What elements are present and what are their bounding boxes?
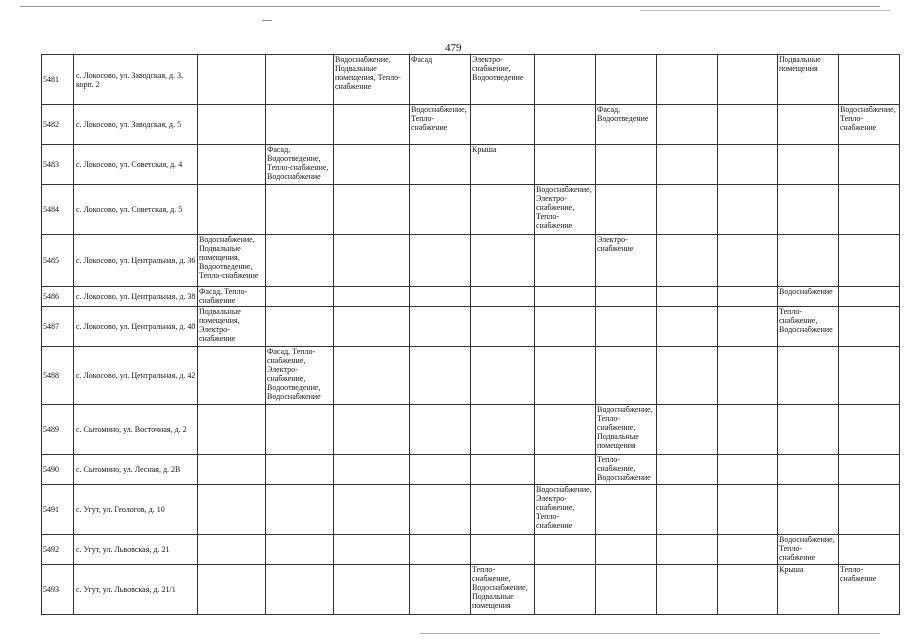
work-type-cell xyxy=(535,235,596,287)
row-number: 5490 xyxy=(42,455,74,485)
work-type-cell xyxy=(266,235,334,287)
work-type-cell xyxy=(198,185,266,235)
work-type-cell xyxy=(839,287,900,307)
work-type-cell xyxy=(839,455,900,485)
work-type-cell: Водоснабжение, Электро-снабжение, Тепло-снабжение xyxy=(535,185,596,235)
work-type-cell xyxy=(198,405,266,455)
row-number: 5483 xyxy=(42,145,74,185)
table-row xyxy=(42,405,900,455)
work-type-cell xyxy=(410,287,471,307)
address-cell: с. Локосово, ул. Центральная, д. 38 xyxy=(74,287,198,307)
work-type-cell xyxy=(334,307,410,347)
bottom-rule xyxy=(420,633,880,634)
work-type-cell xyxy=(657,185,718,235)
address-cell: с. Угут, ул. Львовская, д. 21/1 xyxy=(74,565,198,615)
work-type-cell xyxy=(334,235,410,287)
work-type-cell xyxy=(334,185,410,235)
work-type-cell xyxy=(471,287,535,307)
work-type-cell: Подвальные помещения xyxy=(778,55,839,105)
work-type-cell xyxy=(266,55,334,105)
work-type-cell xyxy=(778,405,839,455)
work-type-cell xyxy=(839,405,900,455)
work-type-cell xyxy=(334,145,410,185)
work-type-cell xyxy=(334,405,410,455)
work-type-cell: Крыша xyxy=(471,145,535,185)
table-row xyxy=(42,105,900,145)
work-type-cell xyxy=(471,185,535,235)
work-type-cell xyxy=(334,485,410,535)
work-type-cell xyxy=(718,185,778,235)
table-row xyxy=(42,287,900,307)
address-cell: с. Локосово, ул. Заводская, д. 3, корп. 2 xyxy=(74,55,198,105)
repair-schedule-table xyxy=(41,54,900,615)
page-number: 479 xyxy=(445,42,462,54)
work-type-cell xyxy=(535,55,596,105)
work-type-cell xyxy=(718,455,778,485)
work-type-cell xyxy=(471,235,535,287)
work-type-cell xyxy=(596,347,657,405)
address-cell: с. Локосово, ул. Центральная, д. 40 xyxy=(74,307,198,347)
work-type-cell xyxy=(778,235,839,287)
work-type-cell xyxy=(718,145,778,185)
address-cell: с. Сытомино, ул. Лесная, д. 2В xyxy=(74,455,198,485)
work-type-cell xyxy=(410,535,471,565)
work-type-cell xyxy=(334,565,410,615)
work-type-cell xyxy=(471,535,535,565)
address-cell: с. Локосово, ул. Центральная, д. 36 xyxy=(74,235,198,287)
work-type-cell xyxy=(198,145,266,185)
work-type-cell xyxy=(657,55,718,105)
table-body xyxy=(42,55,900,615)
work-type-cell: Водоснабжение, Тепло-снабжение xyxy=(778,535,839,565)
work-type-cell: Электро-снабжение xyxy=(596,235,657,287)
work-type-cell xyxy=(718,347,778,405)
work-type-cell: Водоснабжение, Подвальные помещения, Тепло-снабжение xyxy=(334,55,410,105)
address-cell: с. Локосово, ул. Советская, д. 4 xyxy=(74,145,198,185)
work-type-cell xyxy=(266,307,334,347)
table-row xyxy=(42,565,900,615)
work-type-cell xyxy=(657,105,718,145)
work-type-cell xyxy=(410,565,471,615)
work-type-cell: Водоснабжение xyxy=(778,287,839,307)
work-type-cell xyxy=(266,485,334,535)
work-type-cell xyxy=(596,287,657,307)
work-type-cell: Водоснабжение, Подвальные помещения, Водоотведение, Тепло-снабжение xyxy=(198,235,266,287)
work-type-cell xyxy=(839,485,900,535)
work-type-cell xyxy=(334,535,410,565)
work-type-cell xyxy=(535,405,596,455)
work-type-cell xyxy=(657,485,718,535)
work-type-cell xyxy=(198,455,266,485)
table-row xyxy=(42,485,900,535)
work-type-cell xyxy=(839,185,900,235)
work-type-cell xyxy=(471,347,535,405)
work-type-cell xyxy=(718,565,778,615)
work-type-cell: Тепло-снабжение, Водоснабжение xyxy=(778,307,839,347)
work-type-cell: Фасад, Водоотведение xyxy=(596,105,657,145)
work-type-cell xyxy=(471,405,535,455)
work-type-cell xyxy=(718,535,778,565)
work-type-cell: Подвальные помещения, Электро-снабжение xyxy=(198,307,266,347)
work-type-cell xyxy=(535,307,596,347)
work-type-cell: Фасад, Тепло-снабжение, Электро-снабжение, Водоотведение, Водоснабжение xyxy=(266,347,334,405)
work-type-cell xyxy=(471,485,535,535)
work-type-cell xyxy=(535,287,596,307)
work-type-cell xyxy=(778,455,839,485)
work-type-cell xyxy=(657,455,718,485)
work-type-cell: Тепло-снабжение, Водоснабжение, Подвальные помещения xyxy=(471,565,535,615)
work-type-cell: Фасад xyxy=(410,55,471,105)
address-cell: с. Угут, ул. Львовская, д. 21 xyxy=(74,535,198,565)
work-type-cell xyxy=(596,485,657,535)
work-type-cell xyxy=(839,347,900,405)
work-type-cell xyxy=(535,105,596,145)
work-type-cell xyxy=(778,185,839,235)
work-type-cell xyxy=(718,55,778,105)
table-row xyxy=(42,185,900,235)
row-number: 5487 xyxy=(42,307,74,347)
work-type-cell: Фасад, Водоотведение, Тепло-снабжение, Водоснабжение xyxy=(266,145,334,185)
work-type-cell xyxy=(839,235,900,287)
top-rule-right xyxy=(640,10,890,11)
work-type-cell xyxy=(410,455,471,485)
work-type-cell xyxy=(410,485,471,535)
row-number: 5493 xyxy=(42,565,74,615)
work-type-cell xyxy=(839,145,900,185)
address-cell: с. Локосово, ул. Центральная, д. 42 xyxy=(74,347,198,405)
work-type-cell xyxy=(657,565,718,615)
top-rule xyxy=(20,6,880,7)
work-type-cell: Водоснабжение, Тепло-снабжение xyxy=(839,105,900,145)
work-type-cell xyxy=(718,485,778,535)
address-cell: с. Локосово, ул. Советская, д. 5 xyxy=(74,185,198,235)
work-type-cell xyxy=(596,185,657,235)
table-row xyxy=(42,235,900,287)
work-type-cell xyxy=(596,55,657,105)
work-type-cell xyxy=(334,347,410,405)
row-number: 5486 xyxy=(42,287,74,307)
work-type-cell xyxy=(334,105,410,145)
work-type-cell: Водоснабжение, Тепло-снабжение, Подвальные помещения xyxy=(596,405,657,455)
work-type-cell xyxy=(535,145,596,185)
work-type-cell xyxy=(410,347,471,405)
work-type-cell xyxy=(410,185,471,235)
work-type-cell xyxy=(535,455,596,485)
work-type-cell xyxy=(410,307,471,347)
work-type-cell: Электро-снабжение, Водоотведение xyxy=(471,55,535,105)
address-cell: с. Сытомино, ул. Восточная, д. 2 xyxy=(74,405,198,455)
work-type-cell xyxy=(839,307,900,347)
work-type-cell xyxy=(778,347,839,405)
row-number: 5491 xyxy=(42,485,74,535)
work-type-cell xyxy=(266,287,334,307)
table-row xyxy=(42,55,900,105)
work-type-cell xyxy=(657,535,718,565)
work-type-cell xyxy=(198,485,266,535)
work-type-cell xyxy=(657,347,718,405)
work-type-cell xyxy=(198,347,266,405)
work-type-cell xyxy=(718,307,778,347)
table-row xyxy=(42,307,900,347)
work-type-cell xyxy=(596,145,657,185)
table-row xyxy=(42,145,900,185)
work-type-cell xyxy=(778,105,839,145)
row-number: 5492 xyxy=(42,535,74,565)
address-cell: с. Угут, ул. Геологов, д. 10 xyxy=(74,485,198,535)
work-type-cell xyxy=(334,455,410,485)
work-type-cell xyxy=(778,145,839,185)
work-type-cell xyxy=(718,105,778,145)
work-type-cell xyxy=(778,485,839,535)
work-type-cell xyxy=(596,307,657,347)
work-type-cell xyxy=(471,455,535,485)
work-type-cell xyxy=(471,105,535,145)
work-type-cell xyxy=(198,105,266,145)
work-type-cell xyxy=(266,105,334,145)
work-type-cell xyxy=(657,405,718,455)
work-type-cell xyxy=(198,565,266,615)
work-type-cell xyxy=(657,235,718,287)
work-type-cell xyxy=(839,55,900,105)
work-type-cell xyxy=(657,307,718,347)
work-type-cell xyxy=(266,455,334,485)
row-number: 5482 xyxy=(42,105,74,145)
work-type-cell xyxy=(198,55,266,105)
work-type-cell xyxy=(596,535,657,565)
work-type-cell: Тепло-снабжение, Водоснабжение xyxy=(596,455,657,485)
work-type-cell: Тепло-снабжение xyxy=(839,565,900,615)
work-type-cell xyxy=(718,235,778,287)
row-number: 5489 xyxy=(42,405,74,455)
work-type-cell: Фасад, Тепло-снабжение xyxy=(198,287,266,307)
work-type-cell xyxy=(718,405,778,455)
work-type-cell xyxy=(410,235,471,287)
work-type-cell xyxy=(471,307,535,347)
work-type-cell xyxy=(334,287,410,307)
table-row xyxy=(42,535,900,565)
row-number: 5485 xyxy=(42,235,74,287)
work-type-cell xyxy=(839,535,900,565)
work-type-cell xyxy=(266,405,334,455)
row-number: 5488 xyxy=(42,347,74,405)
work-type-cell xyxy=(596,565,657,615)
work-type-cell xyxy=(410,405,471,455)
work-type-cell xyxy=(718,287,778,307)
work-type-cell xyxy=(535,535,596,565)
work-type-cell xyxy=(266,565,334,615)
work-type-cell xyxy=(198,535,266,565)
work-type-cell xyxy=(535,565,596,615)
address-cell: с. Локосово, ул. Заводская, д. 5 xyxy=(74,105,198,145)
table-row xyxy=(42,455,900,485)
work-type-cell xyxy=(266,185,334,235)
work-type-cell xyxy=(657,145,718,185)
work-type-cell xyxy=(410,145,471,185)
document-sheet xyxy=(41,54,900,615)
scan-mark xyxy=(262,20,272,21)
work-type-cell xyxy=(535,347,596,405)
row-number: 5481 xyxy=(42,55,74,105)
table-row xyxy=(42,347,900,405)
work-type-cell: Водоснабжение, Тепло-снабжение xyxy=(410,105,471,145)
work-type-cell: Водоснабжение, Электро-снабжение, Тепло-снабжение xyxy=(535,485,596,535)
work-type-cell xyxy=(657,287,718,307)
row-number: 5484 xyxy=(42,185,74,235)
work-type-cell: Крыша xyxy=(778,565,839,615)
work-type-cell xyxy=(266,535,334,565)
